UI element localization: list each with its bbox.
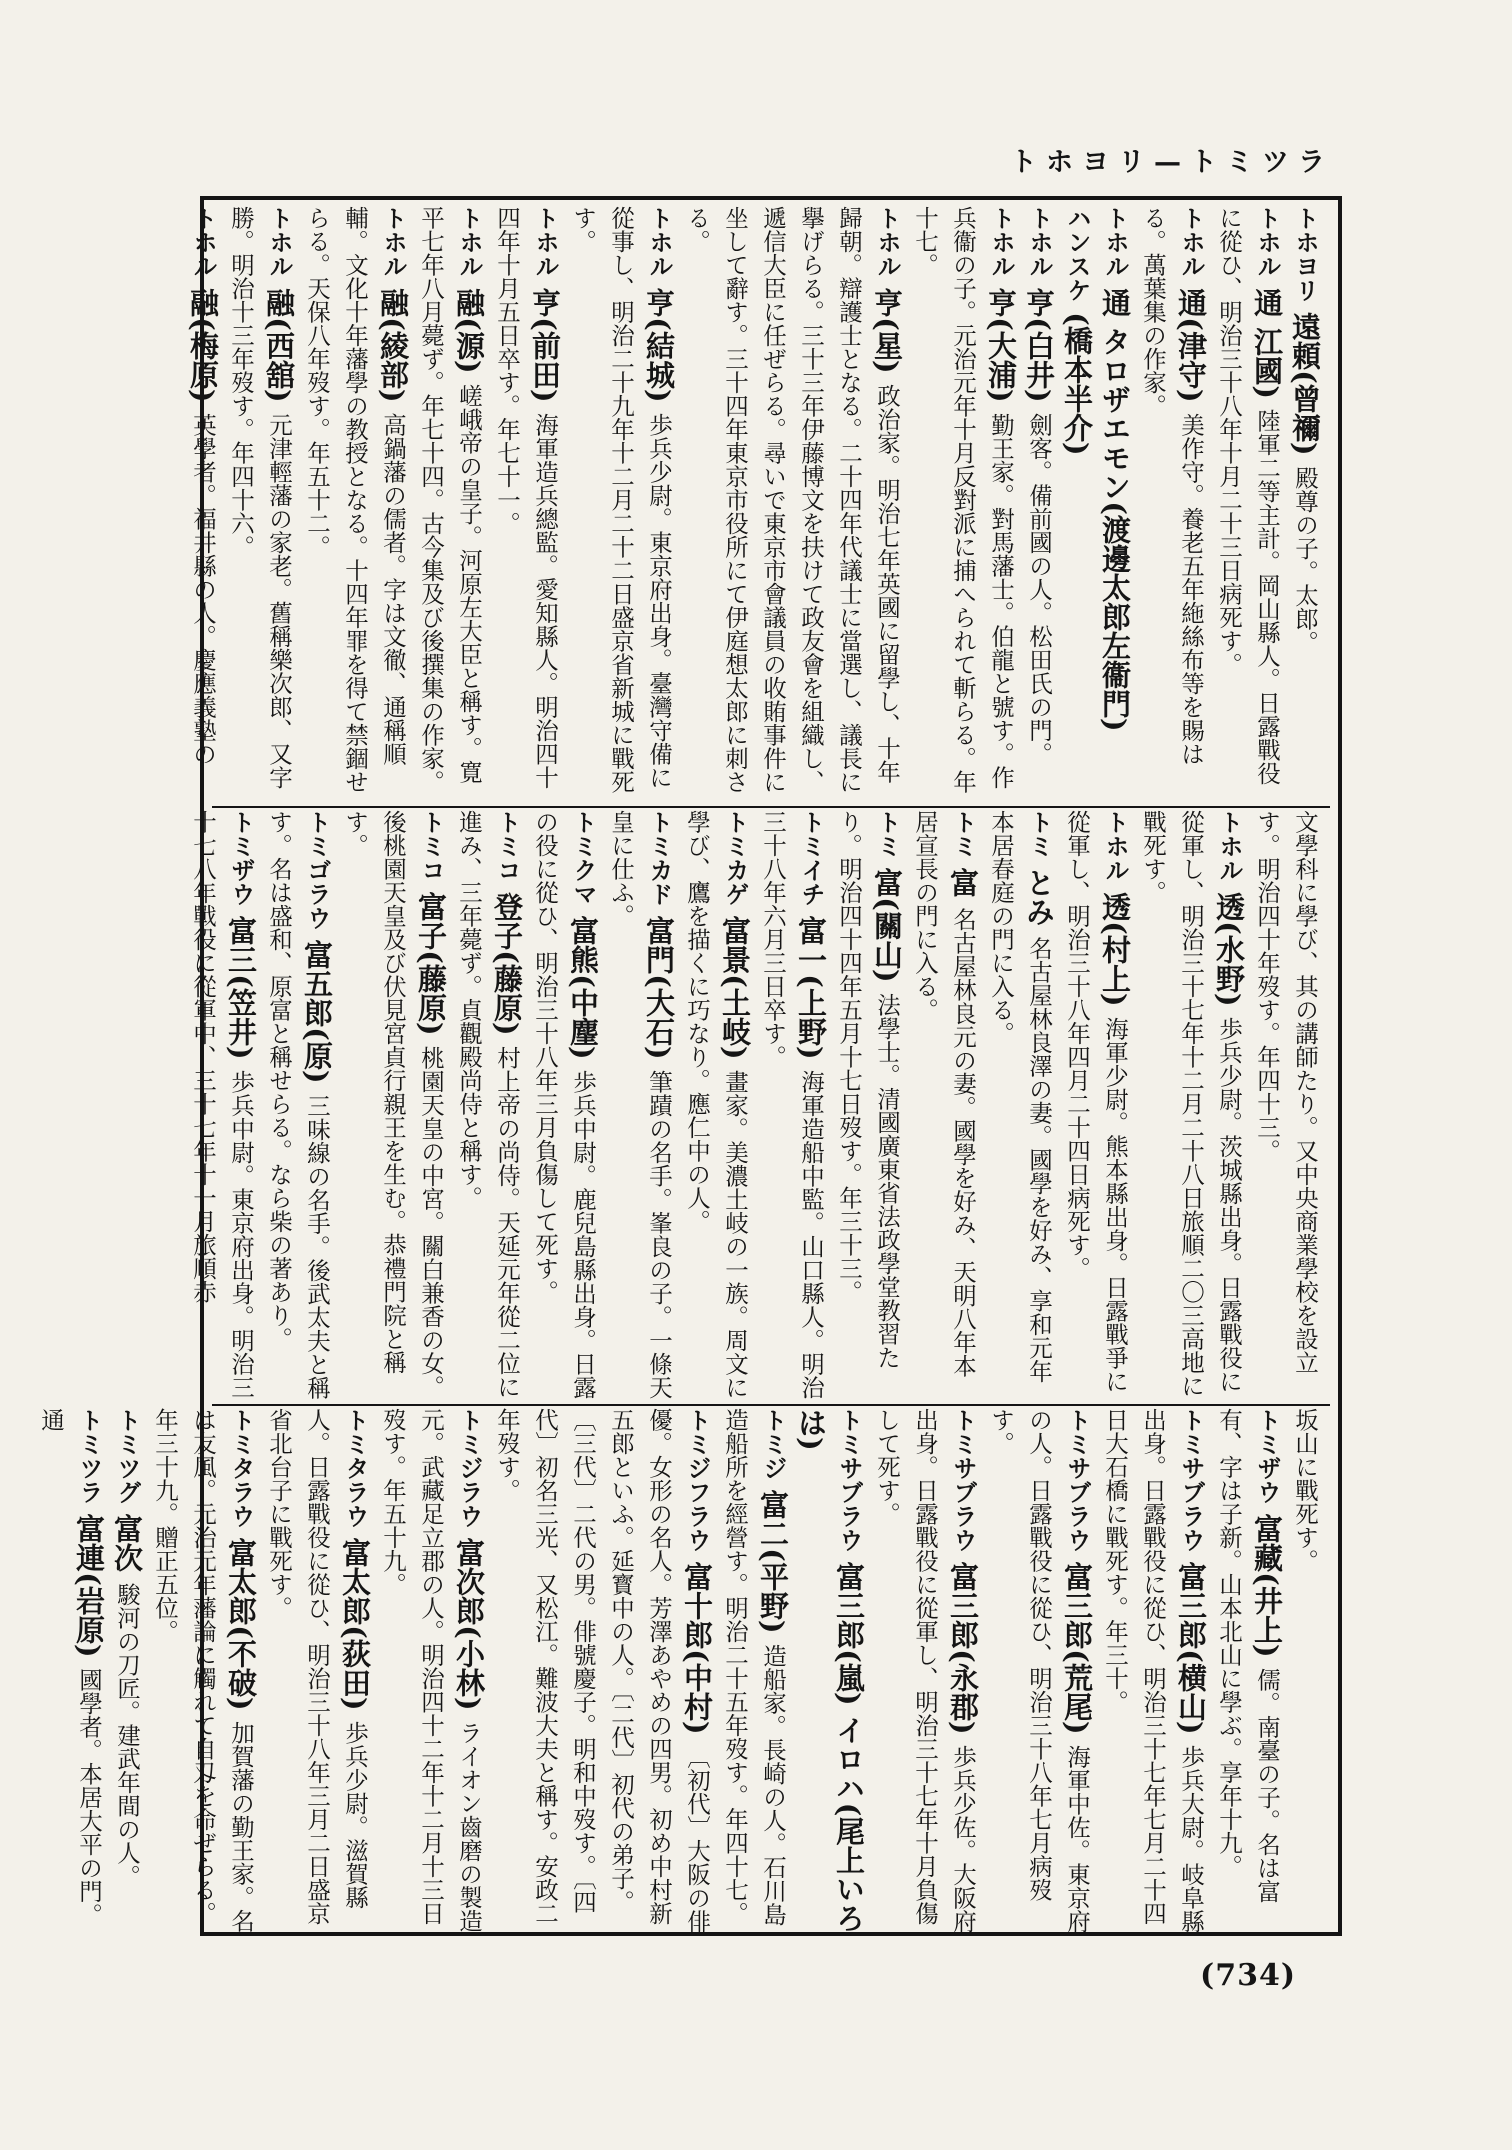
- entry-description: ライオン齒磨の製造元。武藏足立郡の人。明治四十二年十二月十三日歿す。年五十九。: [379, 1408, 483, 1933]
- entry-description: 勤王家。對馬藩士。伯龍と號す。作兵衞の子。元治元年十月反對派に捕へられて斬らる。年十七。: [911, 206, 1015, 794]
- entry-name: 富三(笠井): [224, 906, 258, 1070]
- entry-name: 透(村上): [1098, 882, 1132, 1017]
- entry-reading: トミゴラウ: [303, 810, 331, 930]
- entry-name: 富三郎(嵐) イロハ(尾上いろは): [794, 1408, 866, 1933]
- running-head: トホヨリ—トミツラ: [1010, 147, 1334, 178]
- entry-name: 富太郎(荻田): [338, 1528, 372, 1721]
- entry-description: 筆蹟の名手。峯良の子。一條天皇に仕ふ。: [607, 810, 673, 1399]
- entry-reading: ハンスケ: [1063, 206, 1091, 302]
- entry-reading: トミサブラウ: [1063, 1408, 1091, 1552]
- entry-description: 三味線の名手。後武太夫と稱す。名は盛和、原富と稱せらる。なら柴の著あり。: [265, 810, 331, 1400]
- dictionary-entry: [868, 1408, 982, 1934]
- entry-name: 融(綾部): [376, 278, 410, 413]
- entry-description: 加賀藩の勤王家。名は友風。元治元年藩論に觸れて自刄を命ぜらる。年三十九。贈正五位。: [151, 1408, 255, 1933]
- dictionary-entry: [260, 1408, 374, 1934]
- entry-reading: トミコ: [417, 810, 445, 882]
- text-frame: [37, 196, 1342, 1936]
- dictionary-entry: [488, 1408, 716, 1934]
- entry-reading: トホル: [265, 206, 293, 278]
- dictionary-entry: [754, 810, 830, 1400]
- entry-description: 坂山に戰死す。: [1291, 1408, 1319, 1573]
- entry-description: 歩兵大尉。岐阜縣出身。日露戰役に從ひ、明治三十七年七月二十四日大石橋に戰死す。年三十。: [1101, 1408, 1205, 1933]
- entry-reading: トホル: [1215, 810, 1243, 882]
- entry-description: 儒。南臺の子。名は富有、字は子新。山本北山に學ぶ。享年十九。: [1215, 1408, 1281, 1903]
- dictionary-entry: [830, 810, 906, 1400]
- entry-description: 海軍少尉。熊本縣出身。日露戰爭に從軍し、明治三十八年四月二十四日病死す。: [1063, 810, 1129, 1393]
- entry-reading: トホル: [987, 206, 1015, 278]
- entry-reading: トミ: [949, 810, 977, 858]
- entry-name: 透(水野): [1212, 882, 1246, 1017]
- band-divider: [212, 1404, 1330, 1406]
- entry-reading: トミタラウ: [341, 1408, 369, 1528]
- entry-name: 富熊(中麈): [566, 906, 600, 1070]
- entry-name: 登子(藤原): [490, 882, 524, 1046]
- entry-reading: トミサブラウ: [949, 1408, 977, 1552]
- dictionary-entry: [1248, 810, 1324, 1400]
- entry-name: 富(關山): [870, 858, 904, 993]
- entry-name: 融(西舘): [262, 278, 296, 413]
- dictionary-entry: [716, 1408, 792, 1934]
- entry-description: 陸軍二等主計。岡山縣人。日露戰役に從ひ、明治三十八年十月二十三日病死す。: [1215, 206, 1281, 786]
- entry-reading: トミクマ: [569, 810, 597, 906]
- entry-reading: トミコ: [493, 810, 521, 882]
- entry-reading: トミサブラウ: [1177, 1408, 1205, 1552]
- entry-reading: トミザウ: [227, 810, 255, 906]
- dictionary-entry: [1134, 810, 1248, 1400]
- entry-name: 亨(大浦): [984, 278, 1018, 413]
- entry-description: 殿尊の子。太郎。: [1291, 465, 1319, 654]
- entry-reading: トホル: [1025, 206, 1053, 278]
- entry-name: 通 タロザエモン(渡邊太郎左衞門): [1098, 278, 1132, 732]
- text-band-bottom: [37, 1408, 1338, 1934]
- dictionary-entry: [906, 206, 1020, 802]
- dictionary-entry: [146, 1408, 260, 1934]
- entry-description: 〔初代〕大阪の俳優。女形の名人。芳澤あやめの四男。初め中村新五郎といふ。延寳中の人。〔二代〕初代の弟子。〔三代〕二代の男。俳號慶子。明和中歿す。〔四代〕初名三光、又松江。難波大夫と稱す。安政二年歿す。: [493, 1408, 711, 1933]
- entry-name: 通 江國): [1250, 278, 1284, 410]
- entry-name: とみ: [1022, 858, 1056, 937]
- dictionary-entry: [1210, 1408, 1286, 1934]
- entry-name: (橋本半介): [1060, 302, 1094, 456]
- page-number: (734): [1200, 1958, 1297, 1993]
- dictionary-entry: [1286, 206, 1324, 802]
- entry-name: 富: [946, 858, 980, 908]
- entry-description: 歩兵少尉。東京府出身。臺灣守備に從事し、明治二十九年十二月二十二日盛京省新城に戰死す。: [569, 206, 673, 794]
- dictionary-entry: [450, 810, 526, 1400]
- entry-reading: トホル: [1101, 206, 1129, 278]
- entry-name: 富連(岩原): [72, 1504, 106, 1668]
- entry-description: 歩兵中尉。東京府出身。明治三十七八年戰役に從軍中、三十七年十一月旅順赤: [189, 810, 255, 1399]
- entry-reading: トミツグ: [113, 1408, 141, 1504]
- entry-description: 海軍中佐。東京府の人。日露戰役に從ひ、明治三十八年七月病歿す。: [987, 1408, 1091, 1933]
- entry-description: 政治家。明治七年英國に留學し、十年歸朝。辯護士となる。二十四年代議士に當選し、議長に擧げらる。三十三年伊藤博文を扶けて政友會を組織し、遞信大臣に任ぜらる。尋いで東京市會議員の收賄事件に坐して辭す。三十四年東京市役所にて伊庭想太郎に刺さる。: [683, 206, 901, 794]
- entry-reading: トミ: [1025, 810, 1053, 858]
- entry-reading: トミサブラウ: [835, 1408, 863, 1552]
- text-band-top: [186, 206, 1338, 802]
- dictionary-entry: [906, 810, 982, 1400]
- entry-reading: トホル: [379, 206, 407, 278]
- entry-name: 富次: [110, 1504, 144, 1583]
- dictionary-entry: [222, 206, 298, 802]
- dictionary-entry: [108, 1408, 146, 1934]
- dictionary-entry: [602, 810, 678, 1400]
- entry-description: 桃園天皇の中宮。關白兼香の女。後桃園天皇及び伏見宮貞行親王を生む。恭禮門院と稱す。: [341, 810, 445, 1399]
- entry-name: 富門(大石): [642, 906, 676, 1070]
- entry-name: 富次郎(小林): [452, 1528, 486, 1721]
- dictionary-entry: [982, 1408, 1096, 1934]
- text-band-middle: [189, 810, 1338, 1400]
- entry-reading: トミカド: [645, 810, 673, 906]
- dictionary-entry: [336, 810, 450, 1400]
- dictionary-entry: [184, 206, 222, 802]
- entry-description: 歩兵少佐。大阪府出身。日露戰役に從軍し、明治三十七年十月負傷して死す。: [873, 1408, 977, 1933]
- dictionary-entry: [1058, 206, 1096, 802]
- entry-description: 歩兵少尉。滋賀縣人。日露戰役に從ひ、明治三十八年三月二日盛京省北台子に戰死す。: [265, 1408, 369, 1925]
- entry-description: 英學者。福井縣の人。慶應義塾の: [189, 412, 217, 766]
- dictionary-entry: [1286, 1408, 1324, 1934]
- dictionary-entry: [32, 1408, 108, 1934]
- entry-description: 劍客。備前國の人。松田氏の門。: [1025, 412, 1053, 766]
- entry-description: 歩兵少尉。茨城縣出身。日露戰役に從軍し、明治三十七年十二月二十八日旅順二〇三高地に戰死す。: [1139, 810, 1243, 1398]
- dictionary-entry: [526, 810, 602, 1400]
- dictionary-entry: [1134, 206, 1210, 802]
- entry-reading: トミザウ: [1253, 1408, 1281, 1504]
- entry-reading: トミタラウ: [227, 1408, 255, 1528]
- entry-description: 高鍋藩の儒者。字は文徹、通稱順輔。文化十年藩學の教授となる。十四年罪を得て禁錮せらる。天保八年歿す。年五十二。: [303, 206, 407, 794]
- entry-reading: トホヨリ: [1291, 206, 1319, 302]
- entry-reading: トホル: [1101, 810, 1129, 882]
- dictionary-entry: [1210, 206, 1286, 802]
- entry-name: 融(梅原): [186, 278, 220, 413]
- entry-description: 元津輕藩の家老。舊稱樂次郎、又字勝。明治十三年歿す。年四十六。: [227, 206, 293, 789]
- entry-name: 富二(平野): [756, 1480, 790, 1644]
- dictionary-entry: [374, 1408, 488, 1934]
- entry-description: 畫家。美濃土岐の一族。周文に學び、鷹を描くに巧なり。應仁中の人。: [683, 810, 749, 1399]
- dictionary-entry: [792, 1408, 868, 1934]
- entry-name: 富景(土岐): [718, 906, 752, 1070]
- entry-description: 造船家。長崎の人。石川島造船所を經營す。明治二十五年歿す。年四十七。: [721, 1408, 787, 1926]
- entry-name: 亨(星): [870, 278, 904, 384]
- entry-reading: トホル: [1253, 206, 1281, 278]
- entry-reading: トミジラウ: [455, 1408, 483, 1528]
- entry-description: 駿河の刀匠。建武年間の人。: [113, 1582, 141, 1888]
- entry-reading: トホル: [645, 206, 673, 278]
- entry-reading: トホル: [873, 206, 901, 278]
- entry-name: 富三郎(横山): [1174, 1552, 1208, 1745]
- entry-description: 海軍造船中監。山口縣人。明治三十八年六月三日卒す。: [759, 810, 825, 1399]
- entry-name: 富十郎(中村): [680, 1552, 714, 1745]
- entry-reading: トミ: [873, 810, 901, 858]
- entry-reading: トミジフラウ: [683, 1408, 711, 1552]
- entry-reading: トミカゲ: [721, 810, 749, 906]
- dictionary-entry: [982, 810, 1058, 1400]
- dictionary-entry: [488, 206, 564, 802]
- entry-name: 富三郎(永郡): [946, 1552, 980, 1745]
- entry-name: 遠頼(曾禰): [1288, 302, 1322, 466]
- entry-reading: トホル: [455, 206, 483, 278]
- entry-name: 亨(白井): [1022, 278, 1056, 413]
- entry-description: 文學科に學び、其の講師たり。又中央商業學校を設立す。明治四十年歿す。年四十三。: [1253, 810, 1319, 1374]
- entry-reading: トミジ: [759, 1408, 787, 1480]
- dictionary-entry: [260, 810, 336, 1400]
- entry-name: 通(津守): [1174, 278, 1208, 413]
- entry-name: 亨(前田): [528, 278, 562, 413]
- dictionary-entry: [412, 206, 488, 802]
- entry-description: 嵯峨帝の皇子。河原左大臣と稱す。寛平七年八月薨ず。年七十四。古今集及び後撰集の作家。: [417, 206, 483, 794]
- dictionary-entry: [678, 810, 754, 1400]
- entry-description: 歩兵中尉。鹿兒島縣出身。日露の役に從ひ、明治三十八年三月負傷して死す。: [531, 810, 597, 1399]
- entry-reading: トホル: [531, 206, 559, 278]
- dictionary-entry: [678, 206, 906, 802]
- entry-reading: トミイチ: [797, 810, 825, 906]
- entry-name: 富一(上野): [794, 906, 828, 1070]
- entry-description: 海軍造兵總監。愛知縣人。明治四十四年十月五日卒す。年七十一。: [493, 206, 559, 789]
- entry-description: 法學士。清國廣東省法政學堂教習たり。明治四十四年五月十七日歿す。年三十三。: [835, 810, 901, 1369]
- dictionary-entry: [1020, 206, 1058, 802]
- entry-reading: トホル: [189, 206, 217, 278]
- entry-name: 富太郎(不破): [224, 1528, 258, 1721]
- dictionary-entry: [1096, 1408, 1210, 1934]
- entry-name: 富五郎(原): [300, 930, 334, 1094]
- dictionary-entry: [298, 206, 412, 802]
- entry-name: 富藏(井上): [1250, 1504, 1284, 1668]
- entry-name: 亨(結城): [642, 278, 676, 413]
- dictionary-entry: [564, 206, 678, 802]
- entry-description: 村上帝の尚侍。天延元年從二位に進み、三年薨ず。貞觀殿尚侍と稱す。: [455, 810, 521, 1399]
- band-divider: [212, 806, 1330, 808]
- entry-name: 融(源): [452, 278, 486, 384]
- entry-description: 國學者。本居大平の門。通: [37, 1408, 103, 1927]
- dictionary-entry: [1096, 206, 1134, 802]
- dictionary-entry: [1058, 810, 1134, 1400]
- entry-reading: トホル: [1177, 206, 1205, 278]
- entry-description: 名古屋林良元の妻。國學を好み、天明八年本居宣長の門に入る。: [911, 810, 977, 1378]
- entry-name: 富子(藤原): [414, 882, 448, 1046]
- dictionary-entry: [184, 810, 260, 1400]
- entry-name: 富三郎(荒尾): [1060, 1552, 1094, 1745]
- entry-description: 名古屋林良澤の妻。國學を好み、享和元年本居春庭の門に入る。: [987, 810, 1053, 1383]
- entry-description: 美作守。養老五年絁絲布等を賜はる。萬葉集の作家。: [1139, 206, 1205, 766]
- entry-reading: トミツラ: [75, 1408, 103, 1504]
